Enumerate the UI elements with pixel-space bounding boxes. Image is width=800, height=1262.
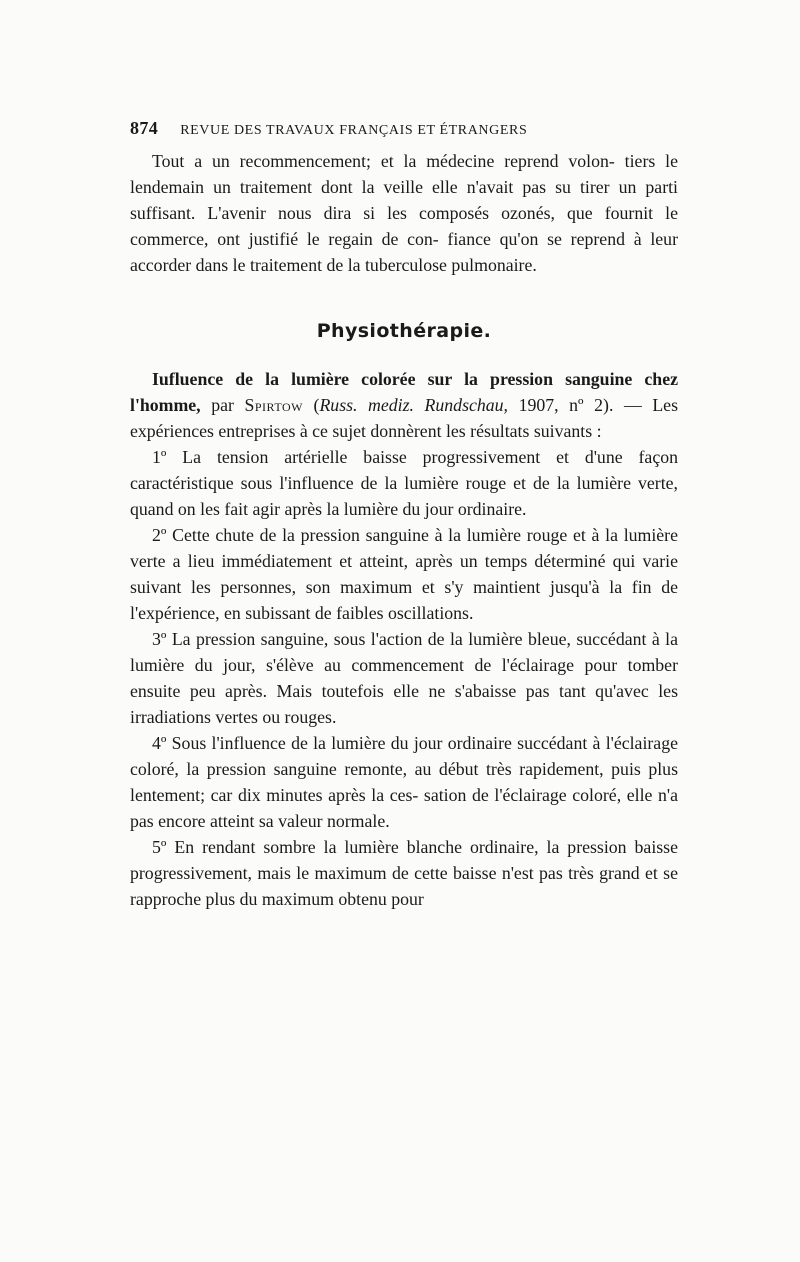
running-head-title: REVUE DES TRAVAUX FRANÇAIS ET ÉTRANGERS <box>180 123 528 138</box>
article-source-open: ( <box>302 395 320 415</box>
running-head <box>130 118 690 139</box>
body-text <box>130 148 678 912</box>
result-item: 5º En rendant sombre la lumière blanche ordinaire, la pression baisse progressivement, mais le maximum de cette baisse n'est pas très grand et se rapproche plus du maximum obtenu pour <box>130 837 678 909</box>
article-source: Russ. mediz. Rundschau, <box>319 395 509 415</box>
result-item: 1º La tension artérielle baisse progressivement et d'une façon caractéristique sous l'influence de la lumière rouge et de la lumière verte, quand on les fait agir après la lumière du jour ordinaire. <box>130 447 678 519</box>
section-title: Physiothérapie. <box>316 320 492 342</box>
result-item: 4º Sous l'influence de la lumière du jour ordinaire succédant à l'éclairage coloré, la pression sanguine remonte, au début très rapidement, puis plus lentement; car dix minutes après la ces- sation de l'éclairage coloré, elle n'a pas encore atteint sa valeur normale. <box>130 733 678 831</box>
result-item: 2º Cette chute de la pression sanguine à la lumière rouge et à la lumière verte a lieu immédiatement et atteint, après un temps déterminé qui varie suivant les personnes, son maximum et s'y maintient jusqu'à la fin de l'expérience, en subissant de faibles oscillations. <box>130 525 678 623</box>
article-by: par <box>200 395 245 415</box>
article-title: Iufluence de la lumière colorée sur la pression sanguine chez l'homme, <box>130 369 678 415</box>
article-paragraph <box>130 366 678 444</box>
intro-paragraph: Tout a un recommencement; et la médecine reprend volon- tiers le lendemain un traitement dont la veille elle n'avait pas su tirer un parti suffisant. L'avenir nous dira si les composés ozonés, que fournit le commerce, ont justifié le regain de con- fiance qu'on se reprend à leur accorder dans le traitement de la tuberculose pulmonaire. <box>130 151 678 275</box>
page-number: 874 <box>130 118 159 138</box>
result-item: 3º La pression sanguine, sous l'action de la lumière bleue, succédant à la lumière du jour, s'élève au commencement de l'éclairage pour tomber ensuite peu après. Mais toutefois elle ne s'abaisse pas tant qu'avec les irradiations vertes ou rouges. <box>130 629 678 727</box>
article-citation: 1907, nº 2). — Les expériences entreprises à ce sujet donnèrent les résultats suivants : <box>130 395 678 441</box>
article-author: Spirtow <box>244 395 303 415</box>
